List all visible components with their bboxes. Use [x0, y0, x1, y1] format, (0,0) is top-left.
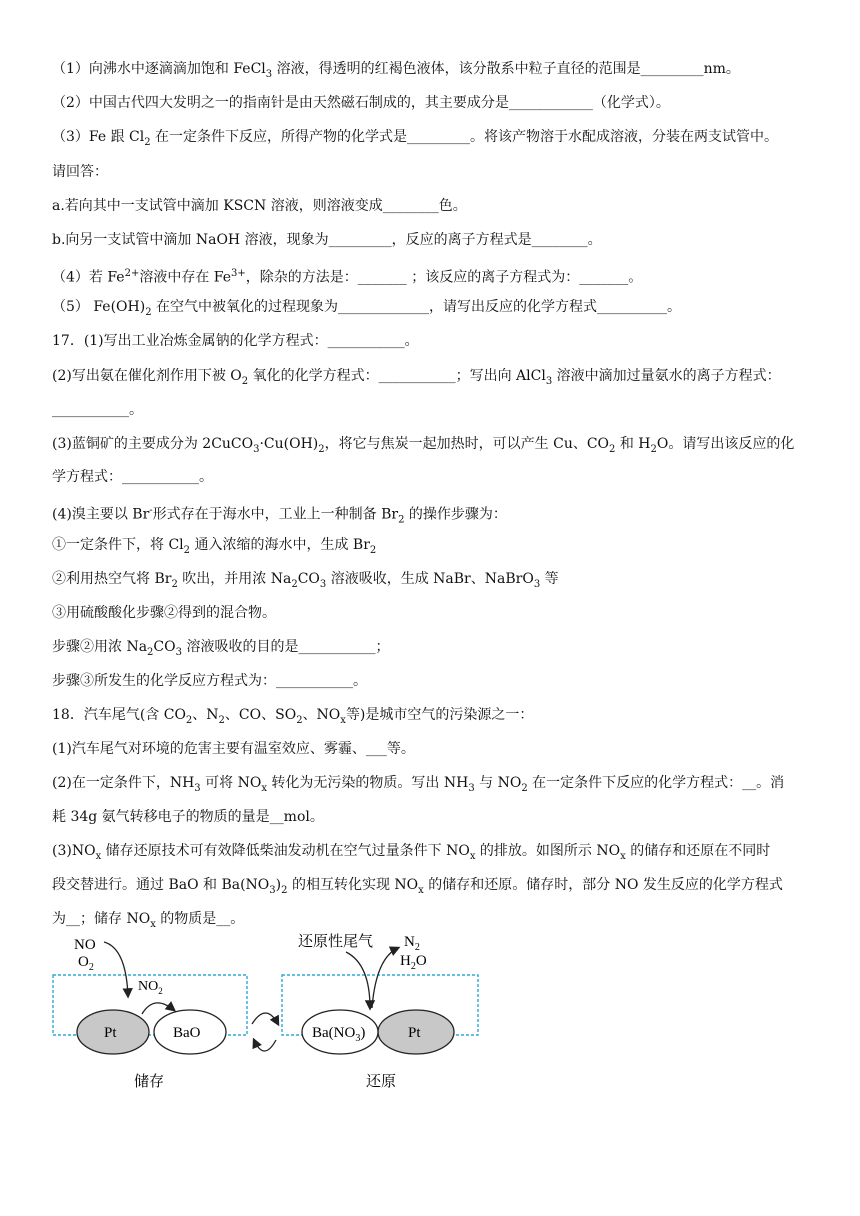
subscript-text: 3	[533, 578, 541, 590]
text-run: O。请写出该反应的化	[656, 436, 795, 452]
text-run: （2）中国古代四大发明之一的指南针是由天然磁石制成的，其主要成分是____________（化学式）。	[52, 95, 670, 111]
cycle-arrow-forward	[252, 1013, 278, 1024]
storage-panel	[53, 937, 247, 1090]
q17-step2	[52, 570, 559, 594]
cycle-arrow-back	[254, 1040, 276, 1051]
text-run: 的物质是__。	[155, 911, 245, 927]
storage-no-label: NO	[74, 937, 96, 953]
cycle-arrows	[252, 1013, 278, 1051]
superscript-text: 3+	[231, 268, 246, 279]
text-run: )	[275, 877, 282, 893]
q18-part2	[52, 774, 784, 798]
superscript-text: -	[149, 505, 153, 516]
subscript-text: 2	[145, 306, 152, 318]
text-run: 在空气中被氧化的过程现象为_____________，请写出反应的化学方程式__________。	[151, 299, 682, 315]
text-run: (4)溴主要以 Br	[52, 506, 150, 523]
subscript-text: 2	[650, 443, 657, 455]
subscript-text: 3	[253, 443, 260, 455]
q16-part3-prompt	[52, 163, 108, 181]
storage-no2-arrow	[142, 1003, 174, 1014]
storage-pt-label: Pt	[104, 1025, 117, 1041]
text-run: 的储存和还原。储存时，部分 NO 发生反应的化学方程式	[423, 877, 783, 893]
text-run: 溶液，得透明的红褐色液体，该分散系中粒子直径的范围是_________nm。	[272, 61, 740, 77]
text-run: 的排放。如图所示 NO	[475, 843, 621, 859]
q16-part3	[52, 128, 778, 152]
text-run: (2)写出氨在催化剂作用下被 O	[52, 368, 242, 384]
text-run: ·Cu(OH)	[259, 436, 319, 452]
storage-caption: 储存	[134, 1074, 165, 1090]
text-run: 耗 34g 氨气转移电子的物质的量是__mol。	[52, 809, 324, 825]
reduction-output-arrow	[372, 948, 398, 1008]
text-run: (3)蓝铜矿的主要成分为 2CuCO	[52, 436, 254, 452]
text-run: 的储存和还原在不同时	[625, 843, 771, 859]
subscript-text: 2	[218, 714, 225, 726]
subscript-text: 2	[171, 578, 178, 590]
reduction-n2-label: $N_2$	[404, 934, 420, 953]
text-run: 等)是城市空气的污染源之一：	[345, 707, 534, 723]
text-run: （3）Fe 跟 Cl	[52, 129, 145, 145]
text-run: ，将它与焦炭一起加热时，可以产生 Cu、CO	[324, 436, 610, 452]
subscript-text: x	[418, 884, 424, 896]
text-run: 段交替进行。通过 BaO 和 Ba(NO	[52, 877, 270, 893]
subscript-text: 2	[291, 578, 298, 590]
reduction-pt-label: Pt	[408, 1025, 421, 1041]
text-run: 在一定条件下反应，所得产物的化学式是_________。将该产物溶于水配成溶液，分装在两支试管中。	[150, 129, 779, 145]
subscript-text: 3	[269, 884, 276, 896]
text-run: b.向另一支试管中滴加 NaOH 溶液，现象为_________，反应的离子方程式是________。	[52, 232, 602, 248]
subscript-text: 2	[318, 443, 325, 455]
text-run: 学方程式：___________。	[52, 469, 213, 485]
text-run: 和 H	[615, 436, 651, 452]
text-run: (3)NO	[52, 843, 96, 859]
nox-storage-reduction-diagram	[50, 928, 490, 1098]
q18-part1	[52, 740, 415, 758]
q16-part4	[52, 265, 642, 287]
text-run: ③用硫酸酸化步骤②得到的混合物。	[52, 605, 276, 621]
subscript-text: 3	[175, 646, 182, 658]
text-run: a.若向其中一支试管中滴加 KSCN 溶液，则溶液变成________色。	[52, 198, 467, 214]
text-run: 、N	[192, 707, 219, 723]
subscript-text: x	[95, 850, 102, 862]
reduction-input-arrow	[346, 952, 370, 1008]
subscript-text: x	[469, 850, 476, 862]
q17-step1	[52, 536, 376, 560]
q17-part2-cont	[52, 401, 143, 419]
subscript-text: 2	[147, 646, 154, 658]
superscript-text: 2+	[124, 268, 140, 279]
text-run: 请回答：	[52, 164, 108, 180]
reduction-panel	[282, 933, 478, 1090]
subscript-text: 3	[545, 375, 553, 387]
q16-part2	[52, 94, 670, 112]
text-run: 可将 NO	[200, 775, 262, 791]
subscript-text: 3	[319, 578, 327, 590]
text-run: ①一定条件下，将 Cl	[52, 537, 184, 553]
q18-stem	[52, 706, 533, 730]
q17-part3	[52, 435, 794, 459]
subscript-text: 2	[185, 714, 193, 726]
reduction-h2o-label: $H_2O$	[400, 953, 427, 972]
subscript-text: 2	[369, 544, 377, 556]
q16-part3-b	[52, 231, 602, 249]
subscript-text: 3	[265, 68, 273, 80]
q17-step2-question	[52, 638, 389, 662]
subscript-text: 2	[296, 714, 303, 726]
text-run: 形式存在于海水中，工业上一种制备 Br	[152, 506, 399, 523]
text-run: (1)汽车尾气对环境的危害主要有温室效应、雾霾、___等。	[52, 741, 415, 757]
q17-part1	[52, 332, 419, 350]
text-run: 溶液吸收的目的是___________；	[182, 639, 390, 655]
subscript-text: 3	[468, 782, 475, 794]
subscript-text: 2	[521, 782, 528, 794]
storage-input-arrow	[104, 942, 128, 996]
subscript-text: 3	[194, 782, 201, 794]
text-run: 等	[540, 571, 559, 587]
q17-part3-cont	[52, 468, 213, 486]
text-run: 转化为无污染的物质。写出 NH	[266, 775, 469, 791]
q17-part2	[52, 367, 781, 391]
text-run: 、NO	[302, 707, 341, 723]
text-run: 步骤③所发生的化学反应方程式为：___________。	[52, 673, 367, 689]
text-run: ___________。	[52, 402, 143, 418]
q17-step3	[52, 604, 276, 622]
storage-no2-label: $NO_2$	[138, 979, 163, 996]
q18-part3	[52, 842, 770, 866]
text-run: CO	[297, 571, 320, 587]
text-run: 溶液中存在 Fe	[139, 269, 232, 286]
subscript-text: 2	[398, 514, 405, 526]
text-run: 通入浓缩的海水中，生成 Br	[190, 537, 370, 553]
text-run: 溶液吸收，生成 NaBr、NaBrO	[326, 571, 534, 587]
text-run: 的相互转化实现 NO	[287, 877, 419, 893]
text-run: CO	[153, 639, 176, 655]
text-run: （4）若 Fe	[52, 269, 125, 286]
subscript-text: 2	[609, 443, 616, 455]
text-run: 步骤②用浓 Na	[52, 639, 148, 655]
q17-part4	[52, 502, 507, 529]
text-run: 在一定条件下反应的化学方程式：__。消	[527, 775, 785, 791]
text-run: 溶液中滴加过量氨水的离子方程式：	[552, 368, 781, 384]
text-run: 与 NO	[474, 775, 522, 791]
text-run: ②利用热空气将 Br	[52, 571, 172, 587]
subscript-text: x	[261, 782, 267, 794]
text-run: 17．(1)写出工业冶炼金属钠的化学方程式：___________。	[52, 333, 419, 349]
text-run: 为__；储存 NO	[52, 911, 151, 927]
text-run: 18．汽车尾气(含 CO	[52, 707, 186, 723]
subscript-text: x	[620, 850, 626, 862]
text-run: 吹出，并用浓 Na	[177, 571, 292, 587]
text-run: 的操作步骤为：	[404, 506, 507, 523]
subscript-text: 2	[144, 136, 151, 148]
storage-o2-label: $O_2$	[78, 954, 94, 973]
reduction-gas-label: 还原性尾气	[298, 934, 374, 950]
text-run: 、CO、SO	[224, 707, 297, 723]
q17-step3-question	[52, 672, 367, 690]
q16-part5	[52, 298, 681, 322]
q16-part3-a	[52, 197, 467, 215]
subscript-text: 2	[241, 375, 249, 387]
text-run: (2)在一定条件下，NH	[52, 775, 195, 791]
subscript-text: x	[150, 918, 156, 930]
text-run: （1）向沸水中逐滴滴加饱和 FeCl	[52, 61, 266, 77]
text-run: （5） Fe(OH)	[52, 299, 146, 315]
subscript-text: x	[340, 714, 346, 726]
reduction-bano3-label: $Ba(NO_3)$	[312, 1025, 366, 1044]
text-run: ，除杂的方法是：_______ ；该反应的离子方程式为：_______。	[245, 269, 643, 286]
q18-part2-cont	[52, 808, 324, 826]
q18-part3-cont	[52, 876, 783, 900]
text-run: 储存还原技术可有效降低柴油发动机在空气过量条件下 NO	[101, 843, 470, 859]
reduction-caption: 还原	[366, 1074, 397, 1090]
storage-bao-label: BaO	[173, 1025, 201, 1041]
q16-part1	[52, 60, 740, 84]
text-run: 氧化的化学方程式：___________；写出向 AlCl	[248, 368, 546, 384]
subscript-text: 2	[183, 544, 191, 556]
subscript-text: 2	[281, 884, 288, 896]
